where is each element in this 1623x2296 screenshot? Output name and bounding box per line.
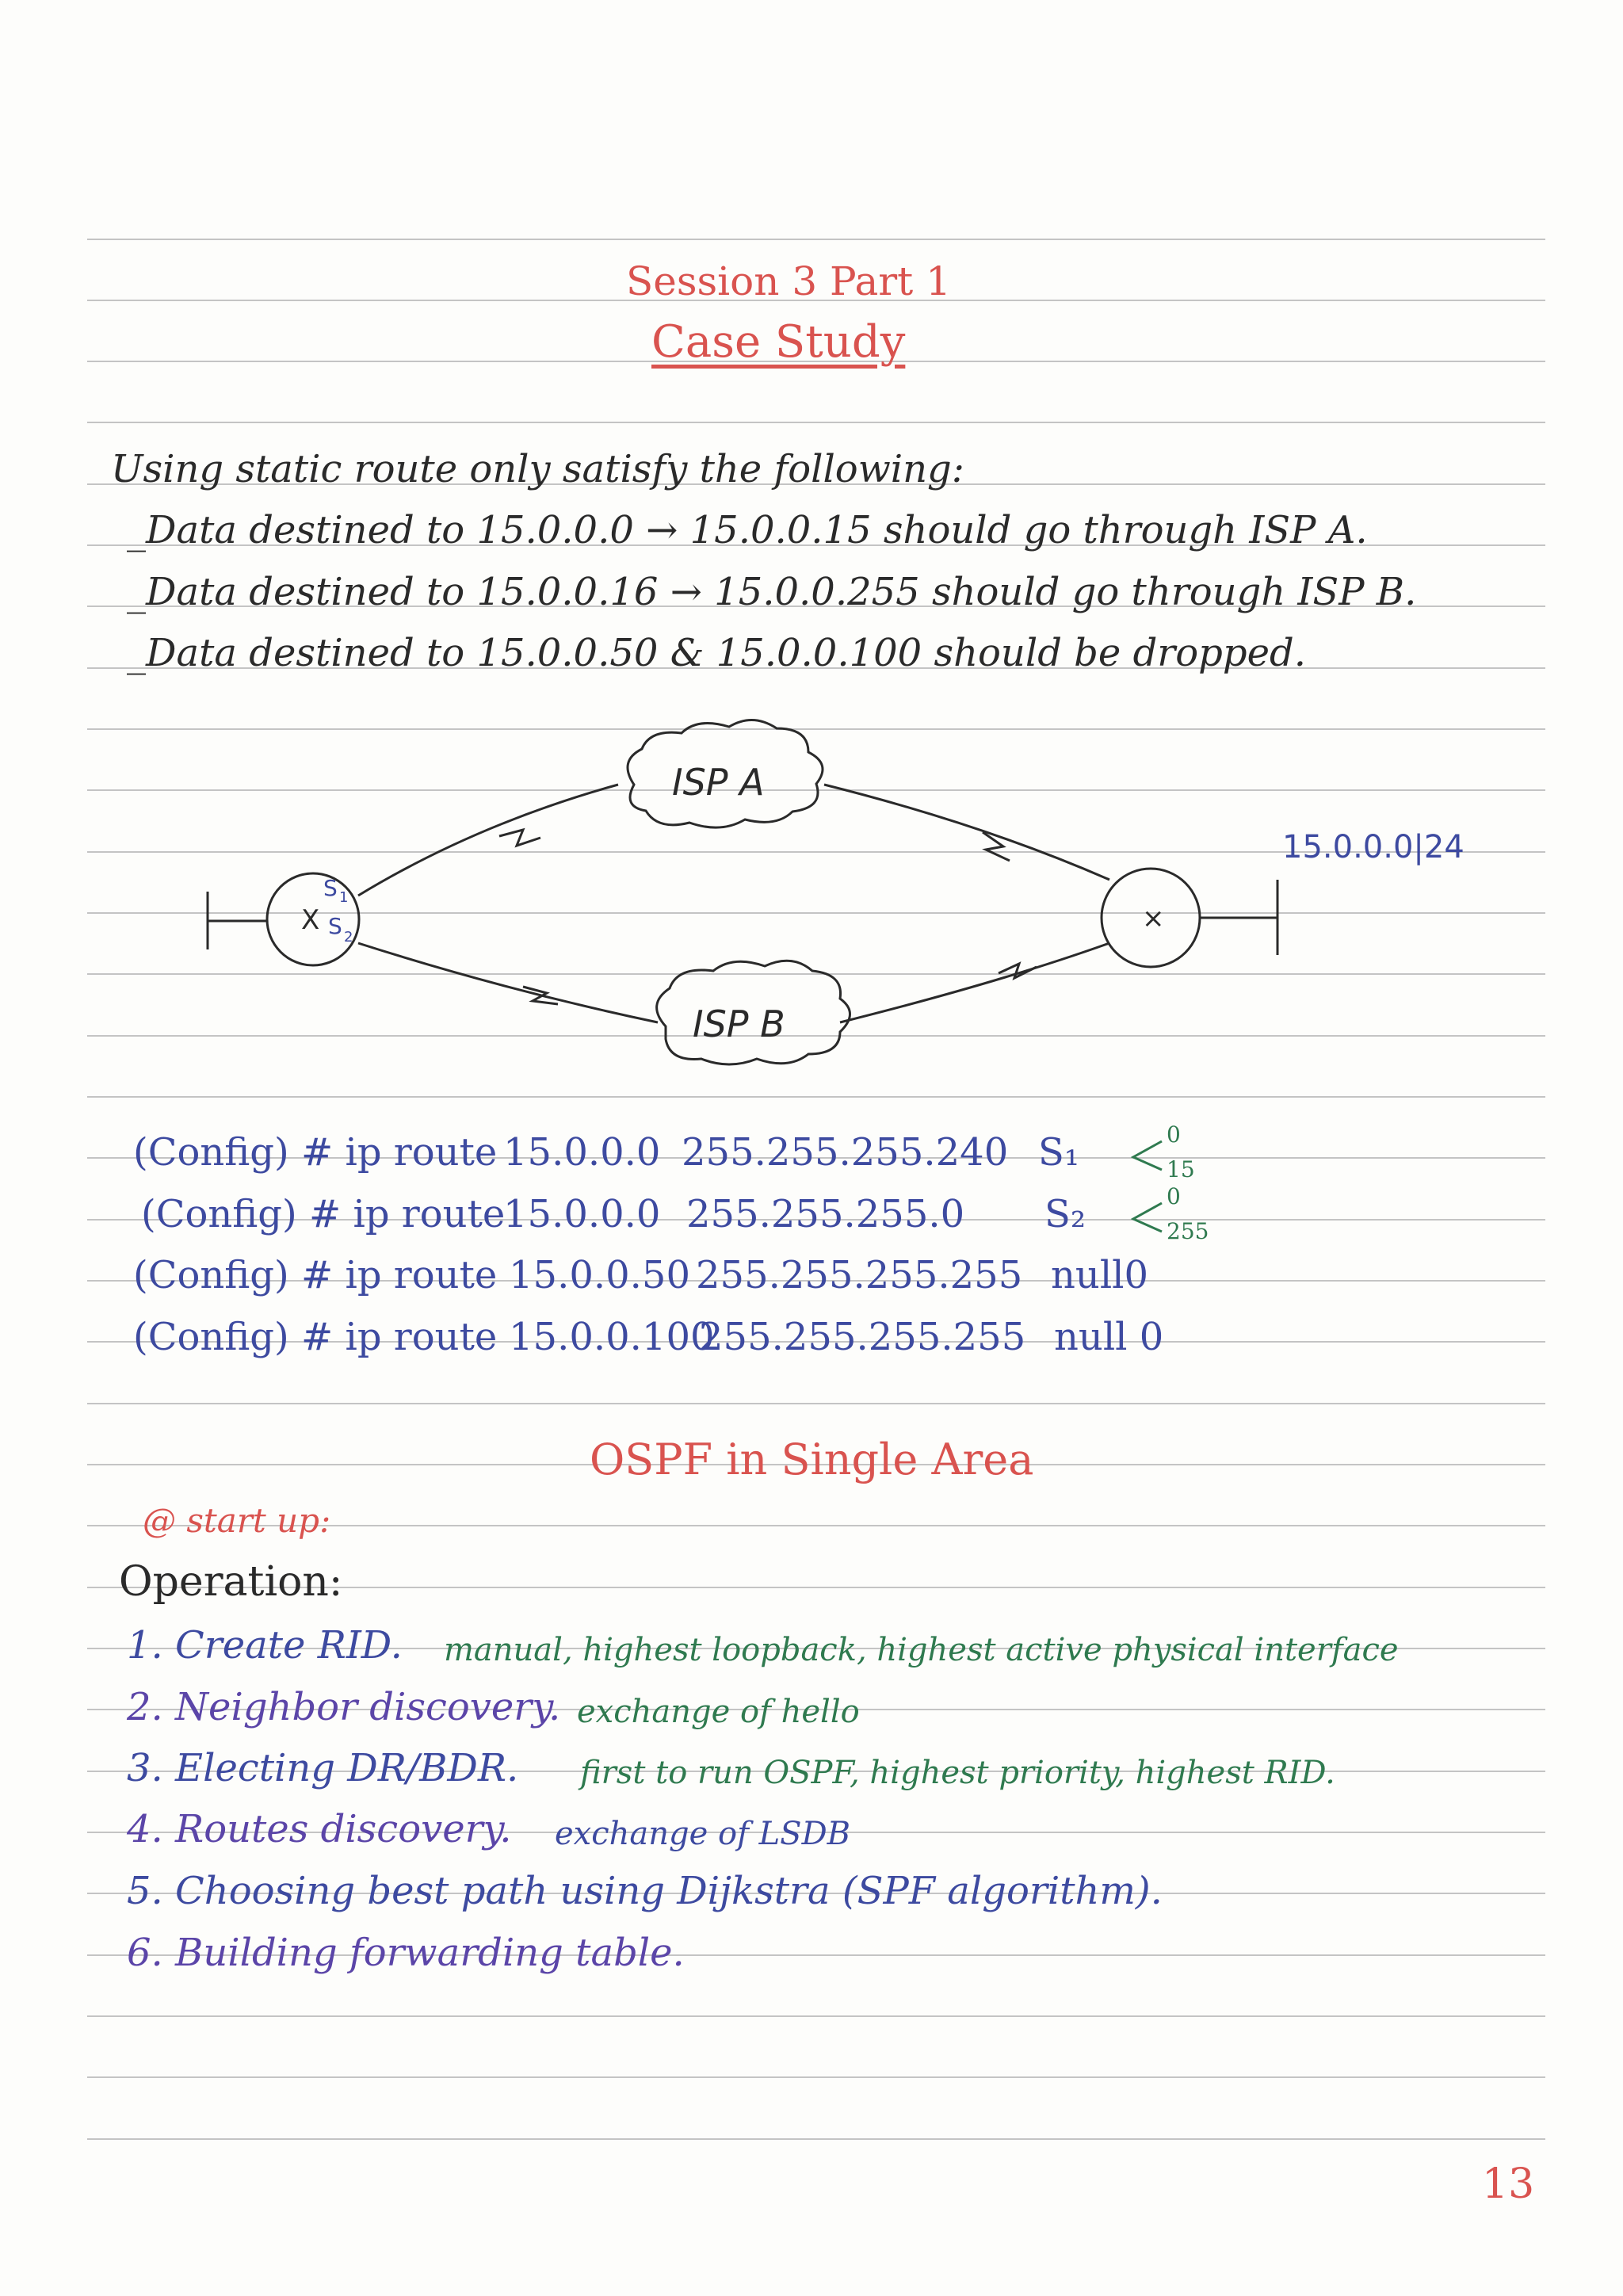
- range-start: 0: [1167, 1121, 1181, 1148]
- config-prompt: (Config) # ip route: [133, 1130, 498, 1175]
- step-detail: manual, highest loopback, highest active physical interface: [444, 1632, 1399, 1668]
- requirement-item: _Data destined to 15.0.0.50 & 15.0.0.100 should be dropped.: [127, 631, 1306, 675]
- range-end: 255: [1167, 1218, 1209, 1244]
- isp-b-label: ISP B: [693, 1003, 785, 1045]
- step-label: 2. Neighbor discovery.: [127, 1685, 561, 1729]
- config-mask: 255.255.255.255: [696, 1253, 1023, 1297]
- range-arrow-icon: [1133, 1141, 1162, 1170]
- page-number: 13: [1482, 2160, 1535, 2208]
- startup-label: @ start up:: [143, 1501, 331, 1540]
- step-label: 6. Building forwarding table.: [127, 1931, 685, 1975]
- config-prompt: (Config) # ip route: [133, 1253, 498, 1297]
- config-iface: null 0: [1054, 1315, 1164, 1359]
- session-title: Session 3 Part 1: [626, 258, 951, 304]
- config-prompt: (Config) # ip route: [141, 1192, 506, 1236]
- step-label: 1. Create RID.: [127, 1623, 403, 1668]
- config-mask: 255.255.255.0: [686, 1192, 965, 1236]
- config-mask: 255.255.255.240: [682, 1130, 1009, 1175]
- s1-label: S: [323, 875, 338, 901]
- step-detail: exchange of hello: [577, 1694, 860, 1730]
- step-detail: exchange of LSDB: [555, 1816, 851, 1852]
- range-end: 15: [1167, 1156, 1195, 1182]
- config-iface: S₁: [1038, 1130, 1080, 1175]
- network-label: 15.0.0.0|24: [1282, 829, 1465, 865]
- ospf-title: OSPF in Single Area: [590, 1435, 1034, 1484]
- step-label: 5. Choosing best path using Dijkstra (SPF algorithm).: [127, 1869, 1163, 1913]
- config-iface: null0: [1051, 1253, 1149, 1297]
- config-dest: 15.0.0.0: [503, 1130, 661, 1175]
- operation-label: Operation:: [119, 1558, 343, 1606]
- config-dest: 15.0.0.0: [503, 1192, 661, 1236]
- right-router-mark: ×: [1142, 903, 1165, 934]
- isp-a-label: ISP A: [672, 761, 765, 804]
- s2-subscript: 2: [344, 929, 353, 946]
- requirement-item: _Data destined to 15.0.0.16 → 15.0.0.255 should go through ISP B.: [127, 570, 1417, 614]
- step-label: 4. Routes discovery.: [127, 1807, 512, 1851]
- range-arrow-icon: [1133, 1203, 1162, 1232]
- config-prompt: (Config) # ip route: [133, 1315, 498, 1359]
- requirement-item: _Data destined to 15.0.0.0 → 15.0.0.15 should go through ISP A.: [127, 508, 1368, 552]
- case-study-title: Case Study: [651, 316, 906, 368]
- s1-subscript: 1: [339, 889, 349, 906]
- step-label: 3. Electing DR/BDR.: [127, 1746, 519, 1790]
- left-router-mark: X: [301, 904, 320, 936]
- config-iface: S₂: [1044, 1192, 1086, 1236]
- config-dest: 15.0.0.100: [509, 1315, 715, 1359]
- s2-label: S: [328, 913, 342, 939]
- config-dest: 15.0.0.50: [509, 1253, 691, 1297]
- step-detail: first to run OSPF, highest priority, highest RID.: [580, 1755, 1335, 1791]
- range-start: 0: [1167, 1183, 1181, 1209]
- config-mask: 255.255.255.255: [699, 1315, 1026, 1359]
- requirements-intro: Using static route only satisfy the following:: [111, 447, 964, 491]
